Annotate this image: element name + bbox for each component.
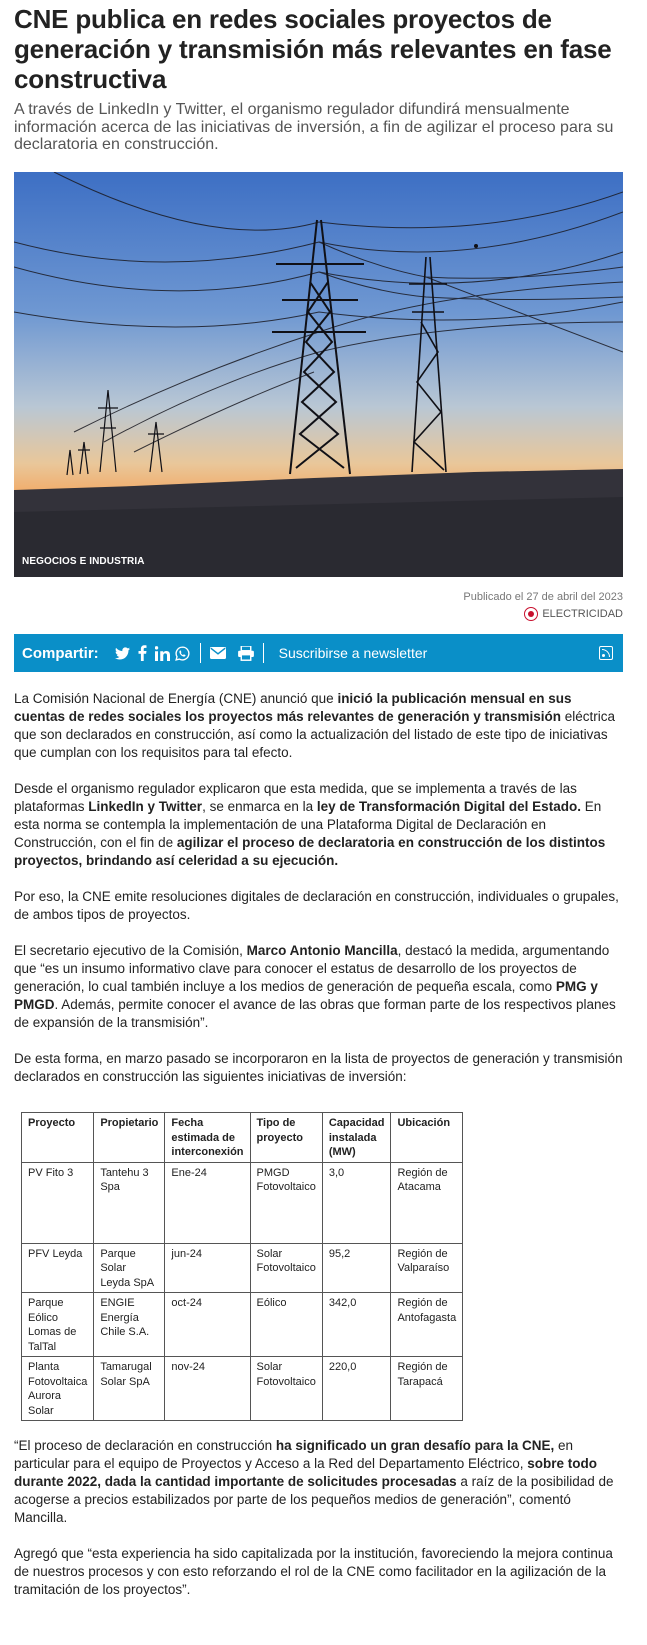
paragraph (14, 888, 625, 924)
text-run: Desde el organismo regulador explicaron que esta medida, que se implementa a través de las plataformas (14, 781, 577, 814)
table-cell: PV Fito 3 (22, 1162, 94, 1243)
bold-text: Marco Antonio Mancilla (246, 943, 398, 958)
paragraph (14, 1545, 625, 1599)
table-cell: Región de Valparaíso (391, 1243, 463, 1293)
table-cell: Planta Fotovoltaica Aurora Solar (22, 1357, 94, 1421)
article-body (14, 690, 625, 1104)
bold-text: agilizar el proceso de declaratoria en construcción de los distintos proyectos, brindando así celeridad a su ejecución. (14, 835, 606, 868)
twitter-icon[interactable] (113, 647, 133, 660)
whatsapp-icon[interactable] (173, 646, 193, 661)
table-cell: Eólico (250, 1293, 322, 1357)
article-body-continued (14, 1437, 625, 1617)
category-icon (524, 607, 538, 621)
table-cell: PFV Leyda (22, 1243, 94, 1293)
table-cell: Solar Fotovoltaico (250, 1357, 322, 1421)
table-header: Capacidad instalada (MW) (322, 1113, 391, 1163)
table-cell: Región de Atacama (391, 1162, 463, 1243)
table-cell: Tantehu 3 Spa (94, 1162, 165, 1243)
newsletter-link[interactable]: Suscribirse a newsletter (278, 645, 428, 661)
table-cell: Parque Solar Leyda SpA (94, 1243, 165, 1293)
table-cell: 95,2 (322, 1243, 391, 1293)
category-label: ELECTRICIDAD (542, 608, 623, 620)
table-header: Propietario (94, 1113, 165, 1163)
table-cell: Ene-24 (165, 1162, 250, 1243)
linkedin-icon[interactable] (153, 646, 173, 661)
table-header: Ubicación (391, 1113, 463, 1163)
facebook-icon[interactable] (133, 645, 153, 661)
power-lines-photo (14, 172, 623, 577)
text-run: a raíz de la posibilidad de acogerse a precios estabilizados por parte de los pequeños medios de generación”, comentó Mancilla. (14, 1474, 614, 1525)
table-row (22, 1243, 463, 1293)
table-row (22, 1293, 463, 1357)
table-row (22, 1357, 463, 1421)
text-run: “El proceso de declaración en construcción (14, 1438, 276, 1453)
text-run: De esta forma, en marzo pasado se incorporaron en la lista de proyectos de generación y transmisión declarados en construcción las siguientes iniciativas de inversión: (14, 1051, 623, 1084)
rss-icon[interactable] (599, 646, 613, 660)
bold-text: ha significado un gran desafío para la CNE, (275, 1438, 555, 1453)
paragraph (14, 690, 625, 762)
paragraph (14, 1050, 625, 1086)
table-cell: Parque Eólico Lomas de TalTal (22, 1293, 94, 1357)
bold-text: sobre todo durante 2022, dada la cantidad importante de solicitudes procesadas (14, 1456, 598, 1489)
table-cell: Región de Antofagasta (391, 1293, 463, 1357)
bold-text: ley de Transformación Digital del Estado. (316, 799, 581, 814)
email-icon[interactable] (208, 647, 228, 659)
hero-image (14, 172, 623, 577)
text-run: , destacó la medida, argumentando que “es un insumo informativo clave para conocer el estatus de desarrollo de los proyectos de generación, lo cual también incluye a los medios de generación de pequeña escala, como (14, 943, 610, 994)
text-run: En esta norma se contempla la implementación de una Plataforma Digital de Declaración en Construcción, con el fin de (14, 799, 602, 850)
text-run: en particular para el equipo de Proyectos y Acceso a la Red del Departamento Eléctrico, (14, 1438, 573, 1471)
print-icon[interactable] (236, 646, 256, 661)
paragraph (14, 942, 625, 1032)
table-cell: 220,0 (322, 1357, 391, 1421)
bold-text: PMG y PMGD (14, 979, 598, 1012)
table-header: Tipo de proyecto (250, 1113, 322, 1163)
image-caption: NEGOCIOS E INDUSTRIA (22, 556, 145, 567)
table-header: Proyecto (22, 1113, 94, 1163)
paragraph (14, 1437, 625, 1527)
publish-date: Publicado el 27 de abril del 2023 (463, 591, 623, 603)
table-header: Fecha estimada de interconexión (165, 1113, 250, 1163)
table-row (22, 1162, 463, 1243)
share-separator (200, 643, 201, 663)
paragraph (14, 780, 625, 870)
table-cell: 342,0 (322, 1293, 391, 1357)
table-cell: jun-24 (165, 1243, 250, 1293)
text-run: . Además, permite conocer el avance de las obras que forman parte de los respectivos planes de expansión de la transmisión”. (14, 997, 616, 1030)
share-bar (14, 634, 623, 672)
table-cell: PMGD Fotovoltaico (250, 1162, 322, 1243)
table-cell: Tamarugal Solar SpA (94, 1357, 165, 1421)
table-cell: Solar Fotovoltaico (250, 1243, 322, 1293)
category-tag[interactable] (524, 607, 623, 621)
share-label: Compartir: (22, 644, 99, 662)
article-subtitle: A través de LinkedIn y Twitter, el organismo regulador difundirá mensualmente información acerca de las iniciativas de inversión, a fin de agilizar el proceso para su declaratoria en construcción. (14, 101, 614, 153)
table-cell: ENGIE Energía Chile S.A. (94, 1293, 165, 1357)
text-run: Por eso, la CNE emite resoluciones digitales de declaración en construcción, individuales o grupales, de ambos tipos de proyectos. (14, 889, 619, 922)
text-run: eléctrica que son declarados en construcción, así como la actualización del listado de este tipo de iniciativas que cumplan con los requisitos para tal efecto. (14, 709, 616, 760)
table-cell: Región de Tarapacá (391, 1357, 463, 1421)
share-separator (263, 643, 264, 663)
text-run: Agregó que “esta experiencia ha sido capitalizada por la institución, favoreciendo la mejora continua de nuestros procesos y con esto reforzando el rol de la CNE como facilitador en la agilización de la tramitación de los proyectos”. (14, 1546, 613, 1597)
bold-text: inició la publicación mensual en sus cuentas de redes sociales los proyectos más relevantes de generación y transmisión (14, 691, 572, 724)
article-title: CNE publica en redes sociales proyectos de generación y transmisión más relevantes en fase constructiva (14, 4, 612, 94)
table-header-row (22, 1113, 463, 1163)
text-run: La Comisión Nacional de Energía (CNE) anunció que (14, 691, 338, 706)
table-cell: nov-24 (165, 1357, 250, 1421)
projects-table (21, 1112, 463, 1421)
text-run: , se enmarca en la (202, 799, 317, 814)
table-cell: oct-24 (165, 1293, 250, 1357)
table-cell: 3,0 (322, 1162, 391, 1243)
bold-text: LinkedIn y Twitter (88, 799, 203, 814)
text-run: El secretario ejecutivo de la Comisión, (14, 943, 247, 958)
